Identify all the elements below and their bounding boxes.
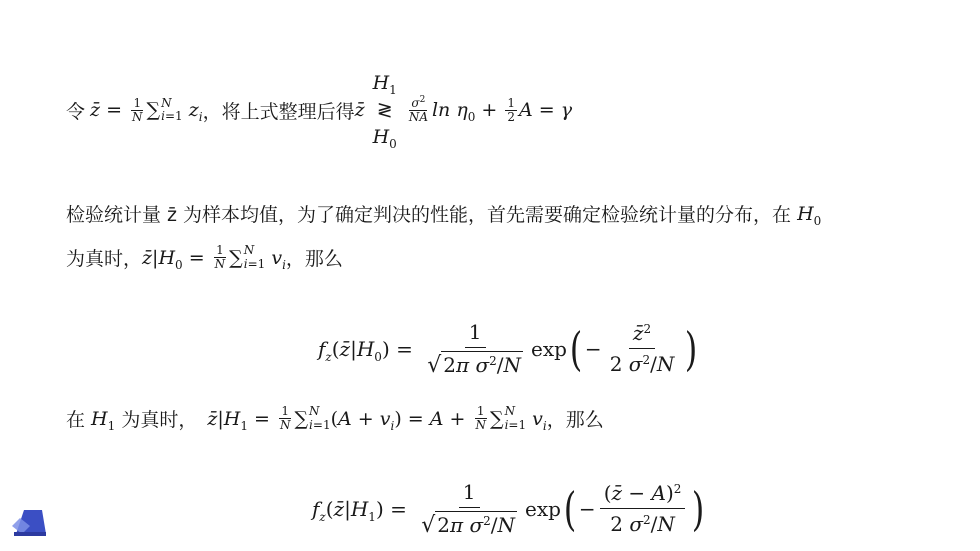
pdf-h1-equation: $f_z$ ( z̄ | $H_1$ ) = 1 √ 2π $\sigma^2/N$ exp ( − $\frac{(z̄ - A)^2}{2 \sigma^2/N}$ ) (312, 480, 705, 538)
likelihood-ratio-comparison: $H_1$ ≷ $H_0$ (372, 72, 397, 151)
para4-suffix: ，那么 (546, 409, 604, 431)
sum-symbol: ∑ N i=1 (146, 96, 183, 124)
fraction-1-over-N: $\frac{1}{N}$ (132, 96, 143, 124)
para3-suffix: ，那么 (285, 248, 343, 270)
para4-prefix: 在 (66, 409, 86, 431)
h0-condition-line: 为真时， z̄ | $H_0$ = $\frac{1}{N}$ ∑ N i=1 $v_i$ ，那么 (66, 243, 343, 272)
para1-prefix: 令 (66, 100, 86, 123)
para3-prefix: 为真时， (66, 248, 143, 270)
slide-logo-icon (12, 504, 48, 542)
pdf-h0-equation: $f_z$ ( z̄ | $H_0$ ) = 1 √ 2π $\sigma^2/N$ exp ( − $\frac{z̄^2}{2 \sigma^2/N}$ ) (318, 320, 698, 378)
decision-rule-line: 令 z̄ = $\frac{1}{N}$ ∑ N i=1 $z_i$ ，将上式整理后得 z̄ $H_1$ ≷ $H_0$ $\frac{\sigma^2}{NA}$ $\ln \eta_0$ + $\frac{1}{2}$ A = γ (66, 72, 573, 151)
para4-mid: 为真时， (121, 409, 198, 431)
para2-text: 检验统计量 z̄ 为样本均值，为了确定判决的性能，首先需要确定检验统计量的分布，在 (66, 204, 792, 226)
zbar-definition: z̄ (90, 99, 101, 122)
statistic-description-line: 检验统计量 z̄ 为样本均值，为了确定判决的性能，首先需要确定检验统计量的分布，在 $H_0$ (66, 200, 821, 227)
para1-mid-text: ，将上式整理后得 (202, 100, 355, 123)
h1-condition-line: 在 $H_1$ 为真时， z̄ | $H_1$ = $\frac{1}{N}$ ∑ N i=1 ( A + $v_i$ ) = A + $\frac{1}{N}$ ∑ N i=1 $v_i$ ，那么 (66, 404, 604, 433)
fraction-sigma2-over-NA: $\frac{\sigma^2}{NA}$ (408, 94, 428, 125)
fraction-one-half: $\frac{1}{2}$ (507, 96, 516, 124)
